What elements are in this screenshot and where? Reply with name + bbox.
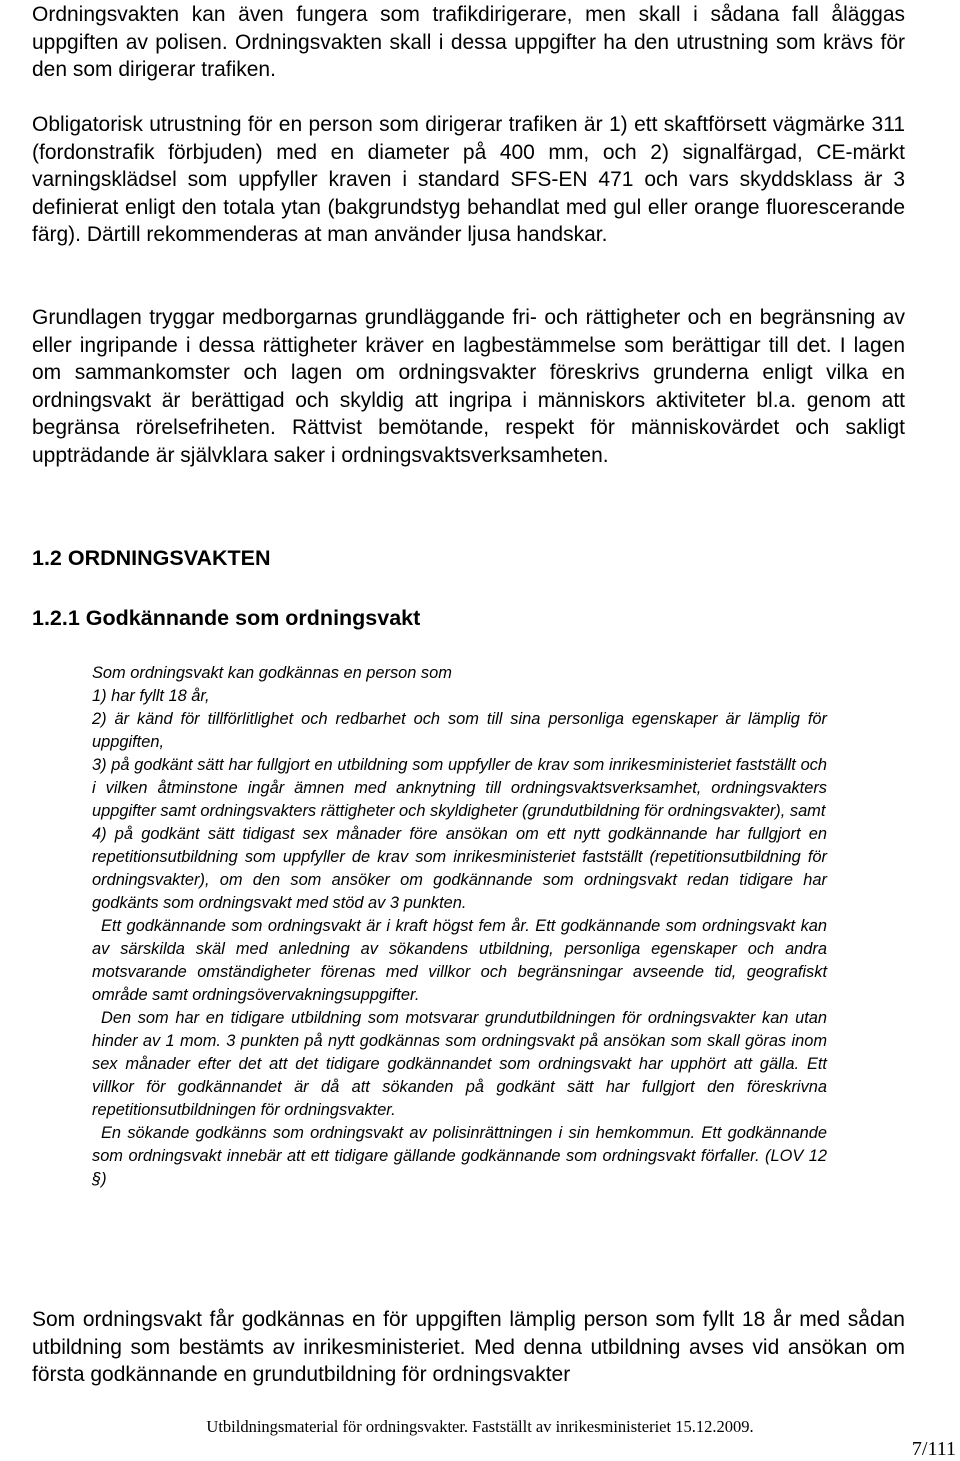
- page-number: 7/111: [911, 1438, 956, 1460]
- law-quote-paragraph: Den som har en tidigare utbildning som motsvarar grundutbildningen för ordningsvakter kan utan hinder av 1 mom. 3 punkten på nytt godkännas som ordningsvakt på ansökan som skall göras inom sex månader efter det att det tidigare godkännandet som ordningsvakt har upphört att gälla. Ett villkor för godkännandet är då att sökanden på godkänt sätt har fullgjort den föreskrivna repetitionsutbildningen för ordningsvakter.: [92, 1009, 827, 1119]
- equipment-paragraph: Obligatorisk utrustning för en person som dirigerar trafiken är 1) ett skaftförsett vägmärke 311 (fordonstrafik förbjuden) med en diameter på 400 mm, och 2) signalfärgad, CE-märkt varningsklädsel som uppfyller kraven i standard SFS-EN 471 och vars skyddsklass är 3 definierat enligt den totala ytan (bakgrundstyg behandlat med gul eller orange fluorescerande färg). Därtill rekommenderas at man använder ljusa handskar.: [32, 113, 905, 246]
- page-footer: Utbildningsmaterial för ordningsvakter. Fastställt av inrikesministeriet 15.12.2009.: [206, 1417, 754, 1436]
- law-quote-paragraph: Ett godkännande som ordningsvakt är i kraft högst fem år. Ett godkännande som ordningsvakt kan av särskilda skäl med anledning av sökandens utbildning, personliga egenskaper och andra motsvarande omständigheter förenas med villkor och begränsningar avseende tid, geografiskt område samt ordningsövervakningsuppgifter.: [92, 917, 827, 1004]
- law-quote-line: Som ordningsvakt kan godkännas en person som: [92, 664, 452, 682]
- law-quote-line: 4) på godkänt sätt tidigast sex månader före ansökan om ett nytt godkännande har fullgjort en repetitionsutbildning som uppfyller de krav som inrikesministeriet fastställt (repetitionsutbildning för ordningsvakter), om den som ansöker om godkännande som ordningsvakt redan tidigare har godkänts som ordningsvakt med stöd av 3 punkten.: [92, 825, 827, 912]
- law-quote-paragraph: En sökande godkänns som ordningsvakt av polisinrättningen i sin hemkommun. Ett godkännande som ordningsvakt innebär att ett tidigare gällande godkännande som ordningsvakt förfaller. (LOV 12 §): [92, 1124, 827, 1188]
- law-quote-line: 2) är känd för tillförlitlighet och redbarhet och som till sina personliga egenskaper är lämplig för uppgiften,: [92, 710, 827, 751]
- constitution-paragraph: Grundlagen tryggar medborgarnas grundläggande fri- och rättigheter och en begränsning av eller ingripande i dessa rättigheter kräver en lagbestämmelse som berättigar till det. I lagen om sammankomster och lagen om ordningsvakter föreskrivs grunderna enligt vilka en ordningsvakt är berättigad och skyldig att ingripa i människors aktiviteter bl.a. genom att begränsa rörelsefriheten. Rättvist bemötande, respekt för människovärdet och sakligt uppträdande är självklara saker i ordningsvaktsverksamheten.: [32, 306, 905, 467]
- law-quote: [92, 662, 827, 1191]
- law-quote-line: 1) har fyllt 18 år,: [92, 687, 210, 705]
- closing-paragraph: Som ordningsvakt får godkännas en för uppgiften lämplig person som fyllt 18 år med sådan utbildning som bestämts av inrikesministeriet. Med denna utbildning avses vid ansökan om första godkännande en grundutbildning för ordningsvakter: [32, 1308, 905, 1386]
- section-heading: 1.2 ORDNINGSVAKTEN: [32, 546, 271, 570]
- subsection-heading: 1.2.1 Godkännande som ordningsvakt: [32, 606, 421, 630]
- law-quote-line: 3) på godkänt sätt har fullgjort en utbildning som uppfyller de krav som inrikesministeriet fastställt och i vilken åtminstone ingår ämnen med anknytning till ordningsvaktsverksamhet, ordningsvakters uppgifter samt ordningsvakters rättigheter och skyldigheter (grundutbildning för ordningsvakter), samt: [92, 756, 827, 820]
- intro-paragraph: Ordningsvakten kan även fungera som trafikdirigerare, men skall i sådana fall åläggas uppgiften av polisen. Ordningsvakten skall i dessa uppgifter ha den utrustning som krävs för den som dirigerar trafiken.: [32, 3, 905, 81]
